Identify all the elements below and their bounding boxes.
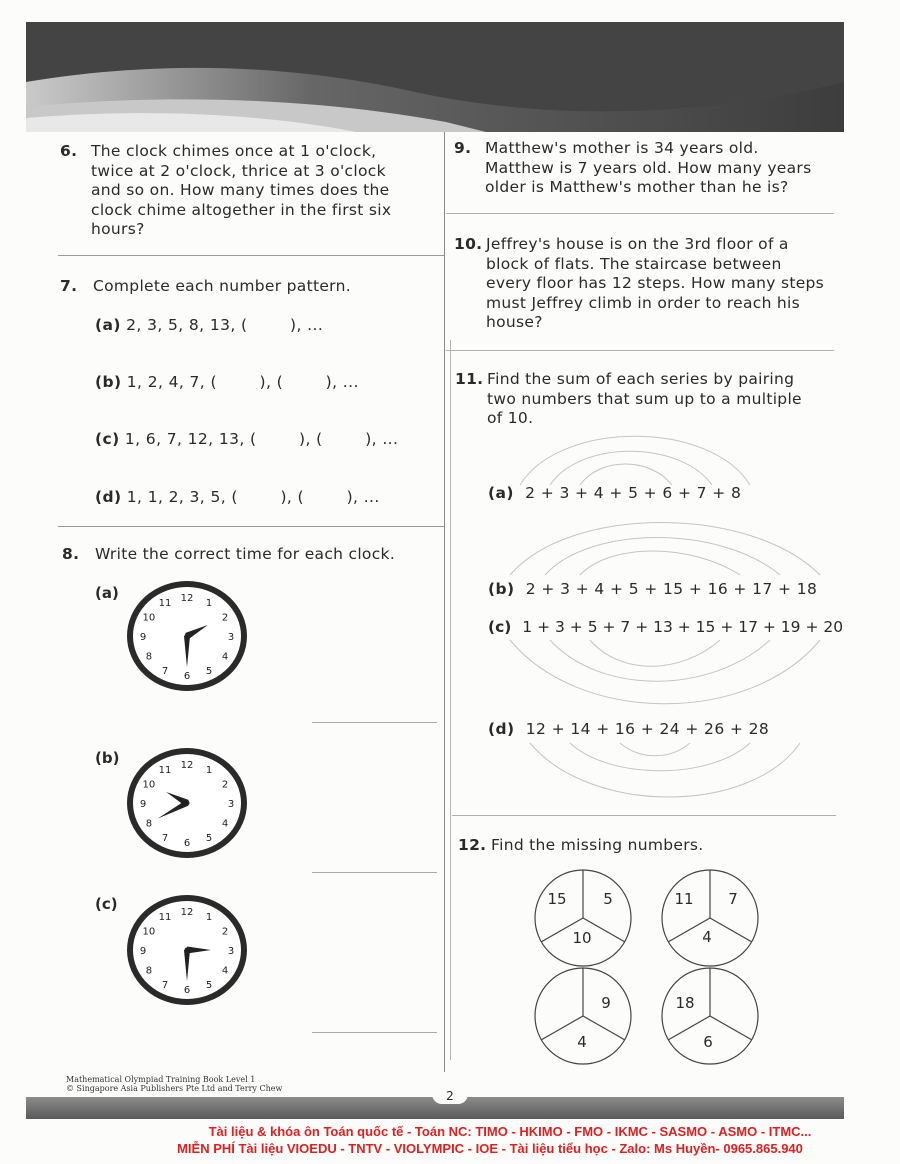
clock-numeral: 5 [205, 832, 213, 844]
clock-numeral: 9 [139, 632, 147, 643]
question-text: The clock chimes once at 1 o'clock, twice at 2 o'clock, thrice at 3 o'clock and so on. How many times does the clock chime altogether in the first six hours? [91, 142, 392, 238]
question-text: Find the sum of each series by pairing two numbers that sum up to a multiple of 10. [487, 370, 802, 427]
question-text: Matthew's mother is 34 years old. Matthew is 7 years old. How many years older is Matthew's mother than he is? [485, 139, 812, 196]
question-number: 11. [455, 370, 484, 388]
question-prompt: Complete each number pattern. [93, 277, 351, 295]
clock-numeral: 6 [183, 985, 191, 996]
item-label: (c) [488, 618, 512, 636]
series-text: 1 + 3 + 5 + 7 + 13 + 15 + 17 + 19 + 20 [522, 618, 844, 636]
series-c [488, 618, 843, 636]
clock-numeral: 8 [145, 818, 153, 830]
circle-number: 6 [703, 1033, 713, 1051]
circle-number: 18 [675, 994, 695, 1012]
series-text: 12 + 14 + 16 + 24 + 26 + 28 [525, 720, 770, 738]
clock-numeral: 7 [161, 832, 169, 844]
header-banner [26, 22, 844, 132]
circle-number: 9 [601, 994, 611, 1012]
page-number: 2 [446, 1089, 454, 1103]
circle-sectors [660, 868, 760, 968]
clock-numeral: 9 [139, 946, 147, 957]
clock-numeral: 4 [221, 651, 229, 663]
copyright: © Singapore Asia Publishers Pte Ltd and Terry Chew [66, 1084, 283, 1093]
pattern-a [95, 316, 323, 334]
item-label: (c) [95, 430, 120, 448]
clock-numeral: 6 [183, 838, 191, 849]
number-circle-1 [533, 868, 633, 968]
answer-line [312, 1032, 437, 1033]
circle-sectors [660, 966, 760, 1066]
divider [452, 815, 836, 816]
pattern-c [95, 430, 398, 448]
clock-numeral: 3 [227, 799, 235, 810]
question-number: 6. [60, 142, 78, 160]
clock-numeral: 4 [221, 818, 229, 830]
center-column-divider [444, 132, 445, 1072]
circle-number: 4 [702, 928, 712, 946]
clock-numeral: 6 [183, 671, 191, 682]
question-prompt: Write the correct time for each clock. [95, 545, 396, 563]
book-credit [66, 1075, 282, 1093]
clock-numeral: 8 [145, 965, 153, 977]
clock-numeral: 12 [180, 760, 194, 771]
question-number: 9. [454, 139, 472, 157]
number-circle-4 [660, 966, 760, 1066]
pattern-text: 2, 3, 5, 8, 13, ( ), ... [126, 316, 324, 334]
question-prompt: Find the missing numbers. [491, 836, 704, 854]
clock-a [126, 580, 248, 692]
series-b [488, 580, 817, 598]
series-a [488, 484, 741, 502]
item-label: (a) [95, 316, 121, 334]
clock-c [126, 894, 248, 1006]
clock-numeral: 9 [139, 799, 147, 810]
clock-numeral: 3 [227, 632, 235, 643]
clock-numeral: 11 [158, 912, 172, 924]
series-d [488, 720, 769, 738]
clock-numeral: 11 [158, 598, 172, 610]
clock-numeral: 1 [205, 765, 213, 777]
number-circle-2 [660, 868, 760, 968]
clock-numeral: 2 [221, 779, 229, 791]
promo-line-1: Tài liệu & khóa ôn Toán quốc tế - Toán NC: TIMO - HKIMO - FMO - IKMC - SASMO - ASMO - ITMC... [208, 1124, 812, 1139]
circle-number: 11 [674, 890, 694, 908]
pattern-text: 1, 6, 7, 12, 13, ( ), ( ), ... [124, 430, 399, 448]
divider [58, 526, 444, 527]
clock-numeral: 7 [161, 665, 169, 677]
circle-number: 15 [547, 890, 567, 908]
pattern-text: 1, 1, 2, 3, 5, ( ), ( ), ... [126, 488, 380, 506]
item-label: (b) [488, 580, 515, 598]
clock-numeral: 7 [161, 979, 169, 991]
circle-number: 10 [572, 929, 592, 947]
clock-numeral: 1 [205, 912, 213, 924]
pattern-b [95, 373, 359, 391]
clock-b [126, 747, 248, 859]
clock-numeral: 10 [142, 612, 156, 624]
circle-number: 7 [728, 890, 738, 908]
book-title: Mathematical Olympiad Training Book Level 1 [66, 1075, 256, 1084]
answer-line [312, 872, 437, 873]
question-number: 8. [62, 545, 80, 563]
divider [446, 350, 834, 351]
clock-numeral: 5 [205, 979, 213, 991]
clock-center [185, 634, 190, 639]
item-label: (d) [488, 720, 515, 738]
clock-numeral: 1 [205, 598, 213, 610]
pattern-d [95, 488, 380, 506]
divider [58, 255, 444, 256]
clock-numeral: 11 [158, 765, 172, 777]
circle-sectors [533, 868, 633, 968]
item-label: (d) [95, 488, 122, 506]
question-number: 7. [60, 277, 78, 295]
clock-numeral: 10 [142, 926, 156, 938]
page-number-tab [432, 1088, 468, 1104]
circle-number: 4 [577, 1033, 587, 1051]
question-number: 10. [454, 235, 483, 253]
question-text: Jeffrey's house is on the 3rd floor of a block of flats. The staircase between every floor has 12 steps. How many steps must Jeffrey climb in order to reach his house? [486, 235, 825, 331]
clock-numeral: 4 [221, 965, 229, 977]
clock-numeral: 12 [180, 593, 194, 604]
clock-numeral: 10 [142, 779, 156, 791]
series-text: 2 + 3 + 4 + 5 + 6 + 7 + 8 [525, 484, 742, 502]
clock-numeral: 12 [180, 907, 194, 918]
clock-label-b: (b) [95, 749, 120, 767]
clock-label-a: (a) [95, 584, 119, 602]
series-text: 2 + 3 + 4 + 5 + 15 + 16 + 17 + 18 [525, 580, 818, 598]
pattern-text: 1, 2, 4, 7, ( ), ( ), ... [126, 373, 359, 391]
clock-center [185, 801, 190, 806]
clock-numeral: 3 [227, 946, 235, 957]
clock-label-c: (c) [95, 895, 118, 913]
circle-sectors [533, 966, 633, 1066]
divider [446, 213, 834, 214]
item-label: (b) [95, 373, 122, 391]
clock-numeral: 8 [145, 651, 153, 663]
clock-center [185, 948, 190, 953]
clock-numeral: 5 [205, 665, 213, 677]
clock-numeral: 2 [221, 612, 229, 624]
item-label: (a) [488, 484, 514, 502]
answer-line [312, 722, 437, 723]
circle-number: 5 [603, 890, 613, 908]
promo-line-2: MIỄN PHÍ Tài liệu VIOEDU - TNTV - VIOLYMPIC - IOE - Tài liệu tiểu học - Zalo: Ms Huyền- 0965.865.940 [177, 1141, 803, 1156]
clock-numeral: 2 [221, 926, 229, 938]
number-circle-3 [533, 966, 633, 1066]
question-number: 12. [458, 836, 487, 854]
